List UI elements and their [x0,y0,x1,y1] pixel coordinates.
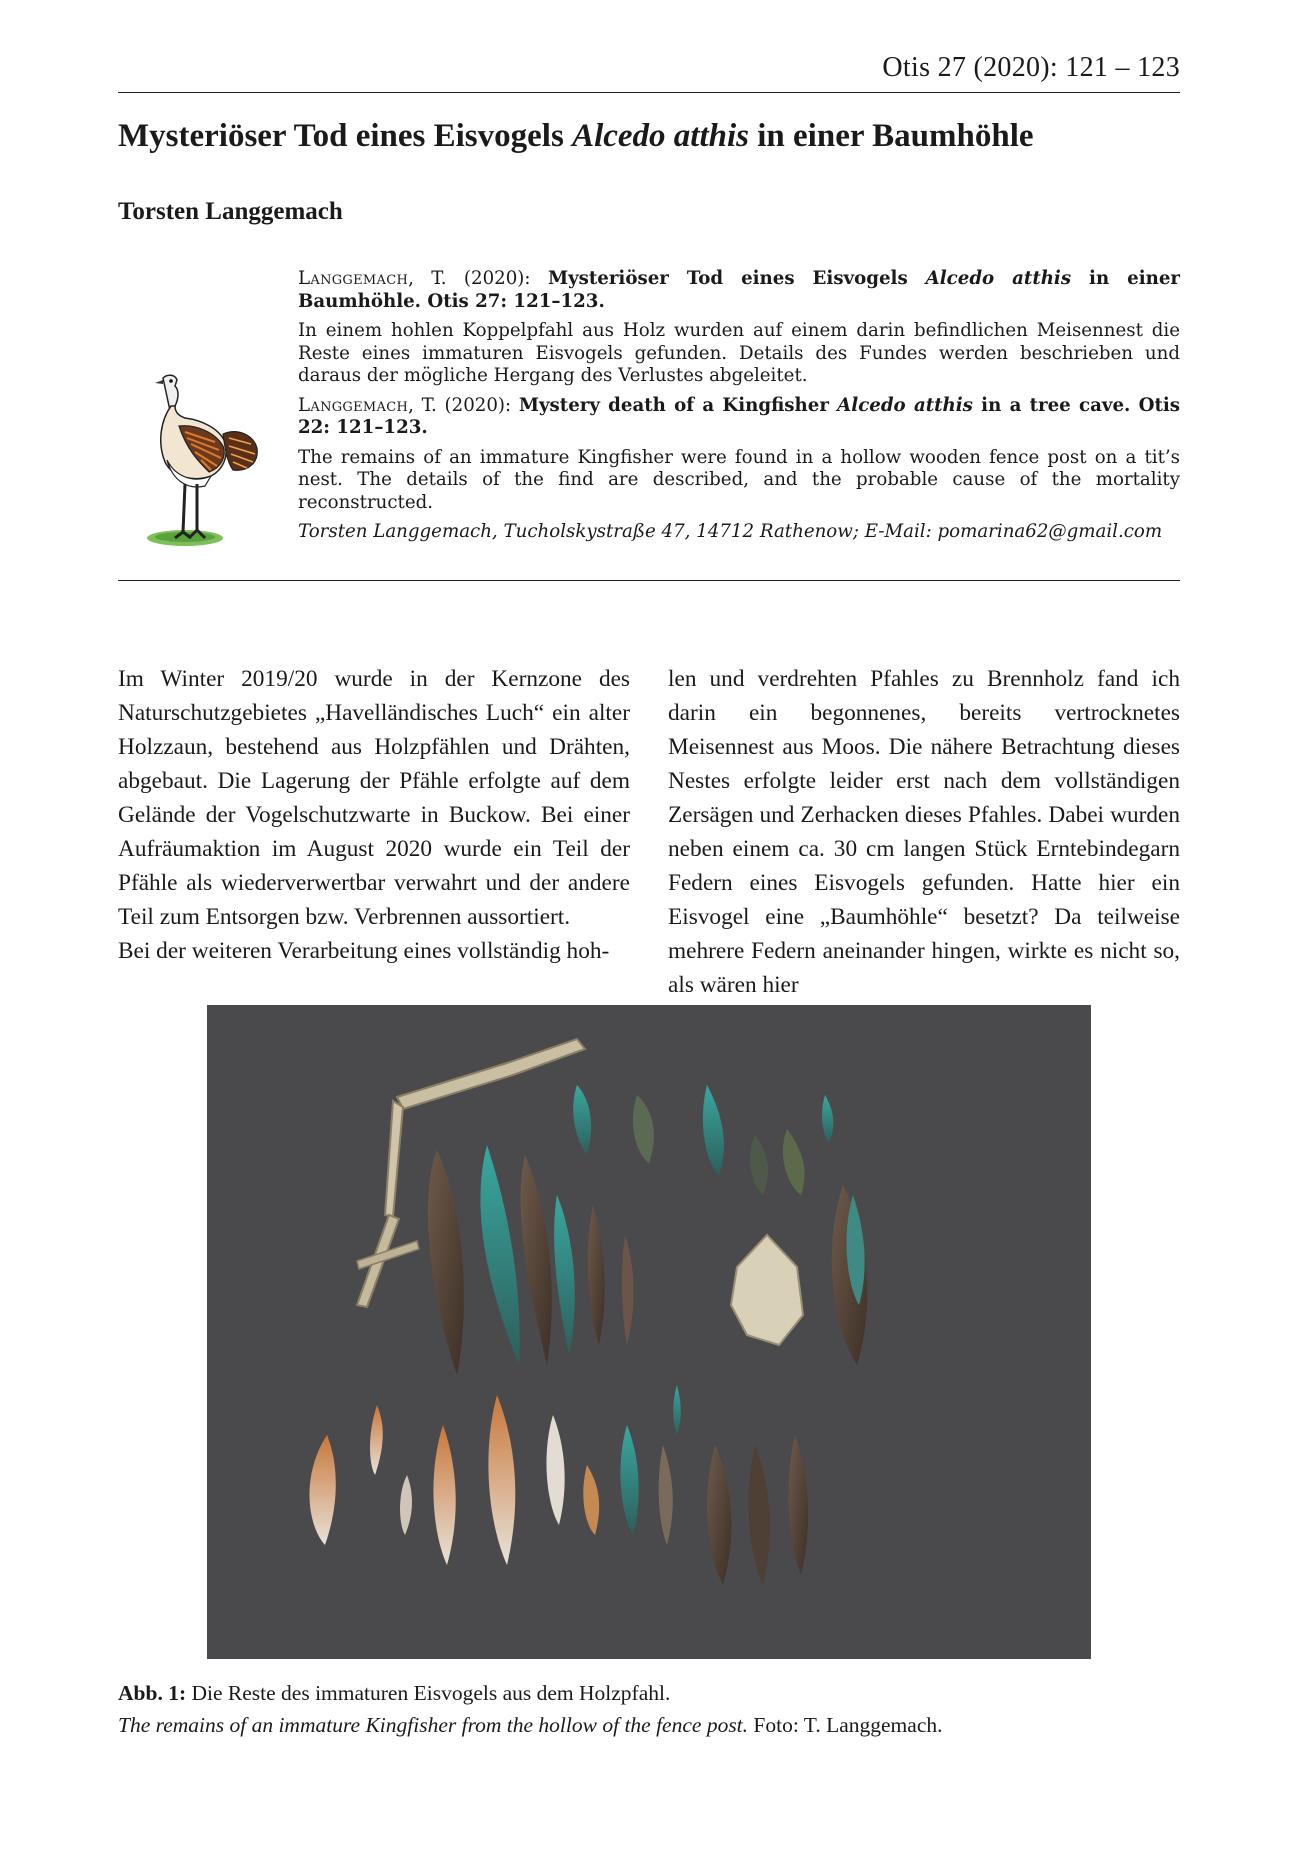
citation-author: Langgemach [298,394,409,416]
citation-german [298,268,1180,313]
title-text-1: Mysteriöser Tod eines Eisvogels [118,118,573,154]
citation-author: Langgemach [298,268,409,289]
figure-label: Abb. 1: [118,1681,187,1705]
body-paragraph: Bei der weiteren Verarbeitung eines vollständig hoh- [118,938,610,964]
article-author: Torsten Langgemach [118,198,343,225]
body-paragraph: len und verdrehten Pfahles zu Brennholz fand ich darin ein begonnenes, bereits vertrocknetes Meisennest aus Moos. Die nähere Betrachtung dieses Nestes erfolgte leider erst nach dem vollständigen Zersägen und Zerhacken dieses Pfahles. Dabei wurden neben einem ca. 30 cm langen Stück Erntebindegarn Federn eines Eisvogels gefunden. Hatte hier ein Eisvogel eine „Baumhöhle“ besetzt? Da teilweise mehrere Federn aneinander hingen, wirkte es nicht so, als wären hier [668,666,1180,998]
caption-text-english: The remains of an immature Kingfisher from the hollow of the fence post. [118,1713,749,1737]
citation-title-1: Mysteriöser Tod eines Eisvogels [547,268,926,289]
journal-logo-bustard-icon [145,372,275,550]
body-column-left [118,662,630,968]
abstract-german: In einem hohlen Koppelpfahl aus Holz wurden auf einem darin befindlichen Meisennest die Reste eines immaturen Eisvogels gefunden. Details des Fundes werden beschrieben und daraus der mögliche Hergang des Verlustes abgeleitet. [298,320,1180,386]
title-text-2: in einer Baumhöhle [749,118,1034,154]
abstract-block [298,268,1180,551]
citation-title-1: Mystery death of a Kingfisher [518,394,838,416]
citation-english [298,395,1180,440]
caption-german [118,1677,1180,1709]
photo-credit: Foto: T. Langgemach. [748,1713,943,1737]
citation-title-2: in einer Baumhöhle. Otis 27: 121–123. [298,268,1180,312]
citation-species: Alcedo atthis [837,394,973,416]
citation-year: , T. (2020): [408,268,548,289]
title-species: Alcedo atthis [572,118,749,154]
citation-title-2: in a tree cave. Otis 22: 121–123. [298,394,1181,438]
body-paragraph: Im Winter 2019/20 wurde in der Kernzone des Naturschutzgebietes „Havelländisches Luch“ ein alter Holzzaun, bestehend aus Holzpfählen und Drähten, abgebaut. Die Lagerung der Pfähle erfolgte auf dem Gelände der Vogelschutzwarte in Buckow. Bei einer Aufräumaktion im August 2020 wurde ein Teil der Pfähle als wiederverwertbar verwahrt und der andere Teil zum Entsorgen bzw. Verbrennen aussortiert. [118,666,630,930]
caption-text-german: Die Reste des immaturen Eisvogels aus dem Holzpfahl. [186,1681,671,1705]
journal-reference: Otis 27 (2020): 121 – 123 [882,52,1180,83]
abstract-english: The remains of an immature Kingfisher were found in a hollow wooden fence post on a tit’s nest. The details of the find are described, and the probable cause of the mortality reconstructed. [298,446,1180,513]
citation-species: Alcedo atthis [925,268,1072,289]
body-column-right [668,662,1180,1002]
figure-photo-feathers [207,1005,1091,1659]
caption-english [118,1709,1180,1741]
figure-caption [118,1677,1180,1741]
citation-year: , T. (2020): [408,394,519,416]
article-title [118,114,1180,158]
abstract-rule [118,580,1180,581]
author-address: Torsten Langgemach, Tucholskystraße 47, 14712 Rathenow; E-Mail: pomarina62@gmail.com [298,521,1163,542]
header-rule [118,92,1180,93]
